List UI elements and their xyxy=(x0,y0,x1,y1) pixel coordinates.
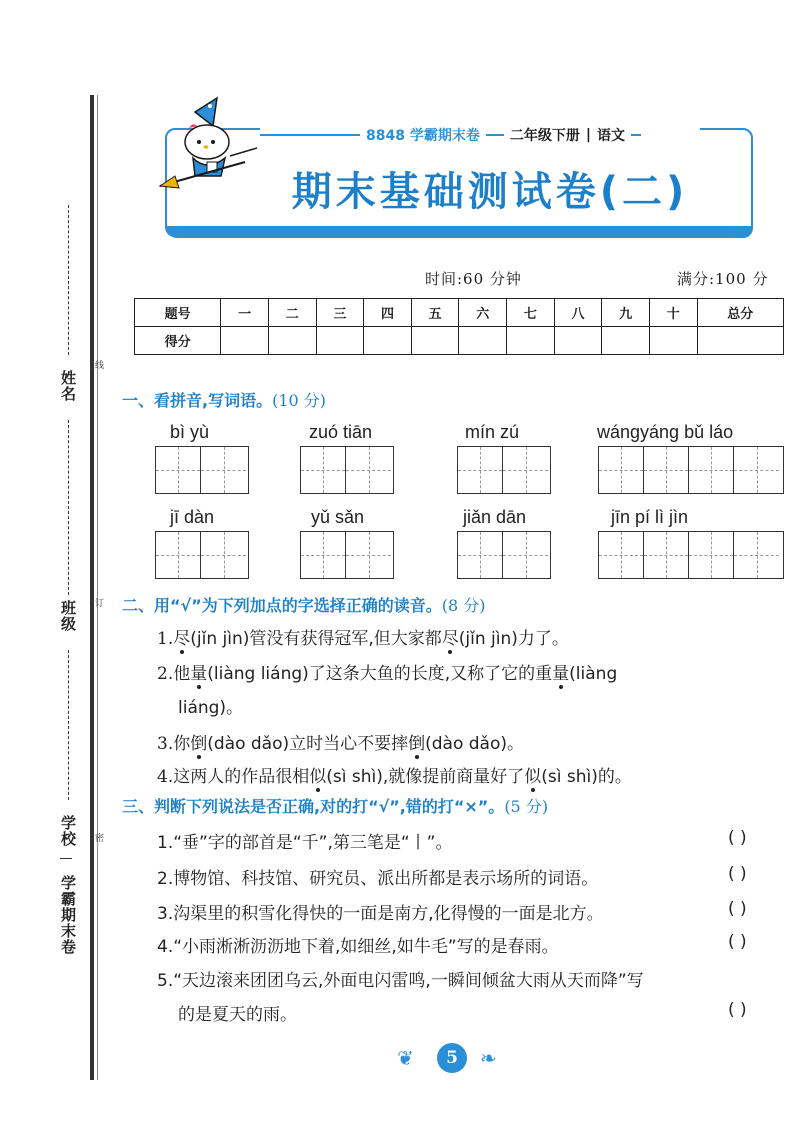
section-2-title xyxy=(122,593,485,616)
table-cell: 七 xyxy=(507,299,555,327)
class-label: 班级 xyxy=(59,600,77,632)
section-1-title-text: 一、看拼音,写词语。 xyxy=(122,391,273,410)
question-2-2 xyxy=(157,659,617,684)
table-cell: 一 xyxy=(221,299,269,327)
binding-dash-1 xyxy=(68,205,69,355)
answer-grid[interactable] xyxy=(155,531,249,579)
dotted-char: 量 xyxy=(190,664,208,684)
dotted-char: 倒 xyxy=(408,734,426,754)
question-2-2-continued: liáng)。 xyxy=(178,698,244,718)
page-number: 5 xyxy=(437,1043,467,1073)
series-row xyxy=(260,123,700,147)
section-1-points: (10 分) xyxy=(272,391,327,410)
score-table xyxy=(134,298,784,355)
pinyin-label: wángyáng bǔ láo xyxy=(597,422,734,442)
question-text: (liàng xyxy=(569,664,618,684)
score-input-cell[interactable] xyxy=(602,327,650,355)
question-text: (sì shì),就像提前商量好了 xyxy=(326,767,525,787)
table-cell: 六 xyxy=(459,299,507,327)
question-2-3 xyxy=(157,729,524,754)
score-input-cell[interactable] xyxy=(221,327,269,355)
answer-grid[interactable] xyxy=(457,531,551,579)
score-input-cell[interactable] xyxy=(268,327,316,355)
section-1-title xyxy=(122,388,326,411)
judge-question-2: 2.博物馆、科技馆、研究员、派出所都是表示场所的词语。 xyxy=(157,869,599,889)
score-input-cell[interactable] xyxy=(507,327,555,355)
seal-line-char: 线 xyxy=(93,360,103,369)
name-label: 姓名 xyxy=(59,370,77,402)
binding-line xyxy=(90,95,94,1080)
score-input-cell[interactable] xyxy=(649,327,697,355)
question-text: (dào dǎo)。 xyxy=(425,734,525,754)
time-limit: 时间:60 分钟 xyxy=(425,270,522,288)
section-2-points: (8 分) xyxy=(441,596,486,615)
dotted-char: 倒 xyxy=(190,734,208,754)
binding-line-thin xyxy=(97,95,98,1080)
question-text: (liàng liáng)了这条大鱼的长度,又称了它的重 xyxy=(207,664,553,684)
judge-question-5: 5.“天边滚来团团乌云,外面电闪雷鸣,一瞬间倾盆大雨从天而降”写 xyxy=(157,971,644,991)
answer-bracket[interactable]: ( ) xyxy=(728,899,747,919)
score-input-cell[interactable] xyxy=(554,327,602,355)
table-cell: 三 xyxy=(316,299,364,327)
table-cell: 九 xyxy=(602,299,650,327)
answer-bracket[interactable]: ( ) xyxy=(728,828,747,848)
label-divider xyxy=(60,858,72,859)
page-title: 期末基础测试卷(二) xyxy=(291,169,689,215)
question-text: (dào dǎo)立时当心不要摔 xyxy=(207,734,409,754)
question-text: 他 xyxy=(173,664,191,684)
dotted-char: 量 xyxy=(552,664,570,684)
judge-question-4: 4.“小雨淅淅沥沥地下着,如细丝,如牛毛”写的是春雨。 xyxy=(157,937,559,957)
pinyin-label: jiǎn dān xyxy=(463,507,527,527)
question-text: 这两人的作品很相 xyxy=(173,767,310,787)
leaf-decoration-icon: ❧ xyxy=(480,1046,497,1070)
leaf-decoration-icon: ❦ xyxy=(397,1046,414,1070)
table-cell: 十 xyxy=(649,299,697,327)
answer-bracket[interactable]: ( ) xyxy=(728,932,747,952)
question-number: 1. xyxy=(157,629,174,649)
question-2-1 xyxy=(157,624,569,649)
question-number: 2. xyxy=(157,664,174,684)
question-text: (sì shì)的。 xyxy=(541,767,632,787)
pinyin-label: zuó tiān xyxy=(309,422,373,442)
full-score: 满分:100 分 xyxy=(677,270,769,288)
section-2-title-text: 二、用“√”为下列加点的字选择正确的读音。 xyxy=(122,596,442,615)
answer-grid[interactable] xyxy=(300,531,394,579)
series-line-left xyxy=(260,134,360,136)
section-3-title xyxy=(122,794,548,817)
table-cell: 题号 xyxy=(135,299,221,327)
seal-ding-char: 订 xyxy=(93,598,103,607)
question-text: (jǐn jìn)管没有获得冠军,但大家都 xyxy=(190,629,442,649)
question-number: 3. xyxy=(157,734,174,754)
pinyin-label: yǔ sǎn xyxy=(311,507,365,527)
school-label: 学校 xyxy=(59,815,77,847)
table-cell: 八 xyxy=(554,299,602,327)
binding-dash-3 xyxy=(68,650,69,800)
series-line-right xyxy=(631,134,641,136)
score-table-header-row xyxy=(135,299,784,327)
subject-label: 语文 xyxy=(596,128,625,144)
score-input-cell[interactable] xyxy=(411,327,459,355)
table-cell: 四 xyxy=(364,299,412,327)
answer-bracket[interactable]: ( ) xyxy=(728,864,747,884)
question-number: 4. xyxy=(157,767,174,787)
score-input-cell[interactable] xyxy=(697,327,783,355)
header-separator: | xyxy=(585,127,591,143)
answer-grid[interactable] xyxy=(155,446,249,494)
section-3-points: (5 分) xyxy=(504,797,549,816)
judge-question-5-continued: 的是夏天的雨。 xyxy=(178,1005,297,1025)
judge-question-1: 1.“垂”字的部首是“千”,第三笔是“丨”。 xyxy=(157,833,453,853)
dotted-char: 似 xyxy=(309,767,327,787)
score-input-cell[interactable] xyxy=(364,327,412,355)
question-2-4 xyxy=(157,762,632,787)
dotted-char: 尽 xyxy=(441,629,459,649)
pinyin-label: jīn pí lì jìn xyxy=(611,507,689,527)
dotted-char: 似 xyxy=(524,767,542,787)
section-3-title-text: 三、判断下列说法是否正确,对的打“√”,错的打“×”。 xyxy=(122,797,505,816)
table-cell: 得分 xyxy=(135,327,221,355)
pinyin-label: mín zú xyxy=(465,422,520,442)
question-text: 你 xyxy=(173,734,191,754)
answer-bracket[interactable]: ( ) xyxy=(728,1000,747,1020)
pinyin-label: bì yù xyxy=(170,422,210,442)
table-cell: 总分 xyxy=(697,299,783,327)
series-line-mid xyxy=(486,134,504,136)
table-cell: 二 xyxy=(268,299,316,327)
judge-question-3: 3.沟渠里的积雪化得快的一面是南方,化得慢的一面是北方。 xyxy=(157,904,604,924)
score-input-cell[interactable] xyxy=(459,327,507,355)
answer-grid[interactable] xyxy=(598,446,784,494)
binding-dash-2 xyxy=(68,420,69,595)
question-text: (jǐn jìn)力了。 xyxy=(458,629,569,649)
score-table-score-row xyxy=(135,327,784,355)
score-input-cell[interactable] xyxy=(316,327,364,355)
seal-mi-char: 密 xyxy=(93,833,103,842)
dotted-char: 尽 xyxy=(173,629,191,649)
grade-label: 二年级下册 xyxy=(509,128,580,144)
banner-bottom-bar xyxy=(167,226,753,238)
brand-label: 学霸期末卷 xyxy=(59,875,77,955)
answer-grid[interactable] xyxy=(598,531,784,579)
series-logo: 8848 学霸期末卷 xyxy=(366,128,480,144)
answer-grid[interactable] xyxy=(457,446,551,494)
pinyin-label: jī dàn xyxy=(170,507,215,527)
table-cell: 五 xyxy=(411,299,459,327)
answer-grid[interactable] xyxy=(300,446,394,494)
